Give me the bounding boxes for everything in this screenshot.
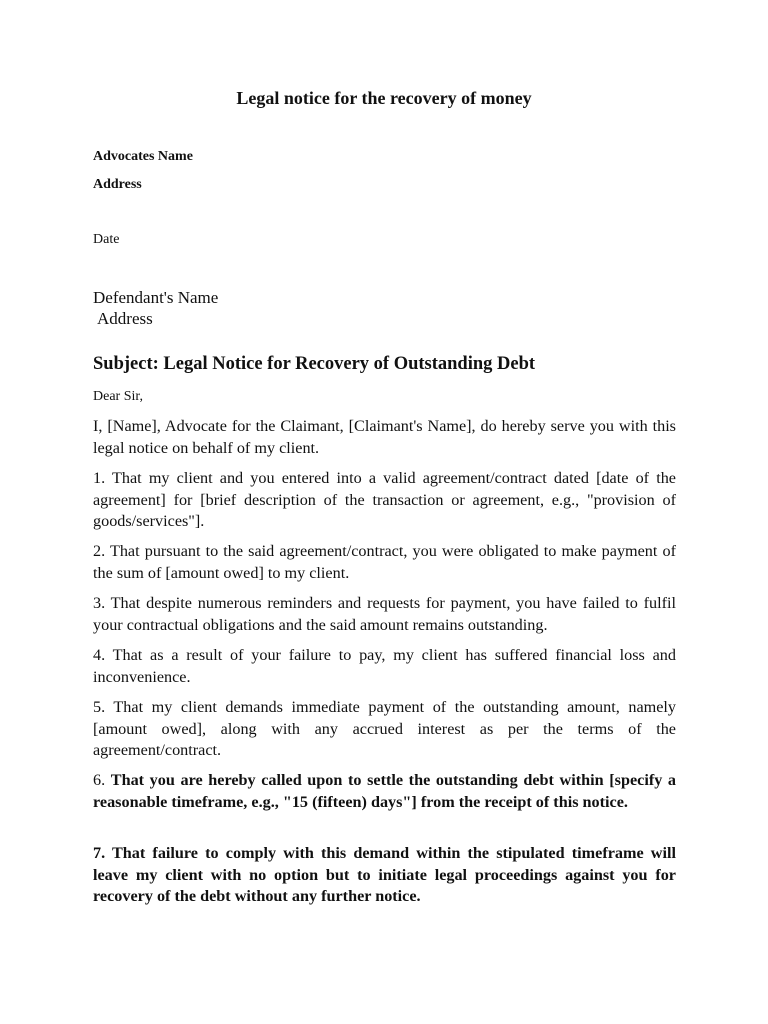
advocate-address: Address [93, 177, 142, 192]
advocate-name: Advocates Name [93, 149, 193, 164]
point-4: 4. That as a result of your failure to pay, my client has suffered financial loss and inconvenience. [93, 646, 676, 686]
point-2: 2. That pursuant to the said agreement/contract, you were obligated to make payment of the sum of [amount owed] to my client. [93, 542, 676, 582]
point-1: 1. That my client and you entered into a valid agreement/contract dated [date of the agreement] for [brief description of the transaction or agreement, e.g., "provision of goods/services"]. [93, 469, 676, 531]
defendant-address: Address [97, 309, 153, 328]
salutation: Dear Sir, [93, 389, 143, 404]
defendant-name: Defendant's Name [93, 288, 219, 307]
point-6-text: That you are hereby called upon to settle the outstanding debt within [specify a reasonable timeframe, e.g., "15 (fifteen) days"] from the receipt of this notice. [93, 771, 677, 811]
point-6 [93, 770, 676, 813]
point-6-number: 6. [93, 771, 106, 789]
date-label: Date [93, 232, 120, 247]
point-5: 5. That my client demands immediate payment of the outstanding amount, namely [amount owed], along with any accrued interest as per the terms of the agreement/contract. [93, 698, 676, 760]
intro-paragraph: I, [Name], Advocate for the Claimant, [Claimant's Name], do hereby serve you with this legal notice on behalf of my client. [93, 417, 676, 457]
subject-line: Subject: Legal Notice for Recovery of Outstanding Debt [93, 354, 536, 374]
document-title: Legal notice for the recovery of money [236, 88, 532, 108]
point-7: 7. That failure to comply with this demand within the stipulated timeframe will leave my client with no option but to initiate legal proceedings against you for recovery of the debt without any further notice. [93, 844, 676, 906]
point-3: 3. That despite numerous reminders and requests for payment, you have failed to fulfil your contractual obligations and the said amount remains outstanding. [93, 594, 676, 634]
